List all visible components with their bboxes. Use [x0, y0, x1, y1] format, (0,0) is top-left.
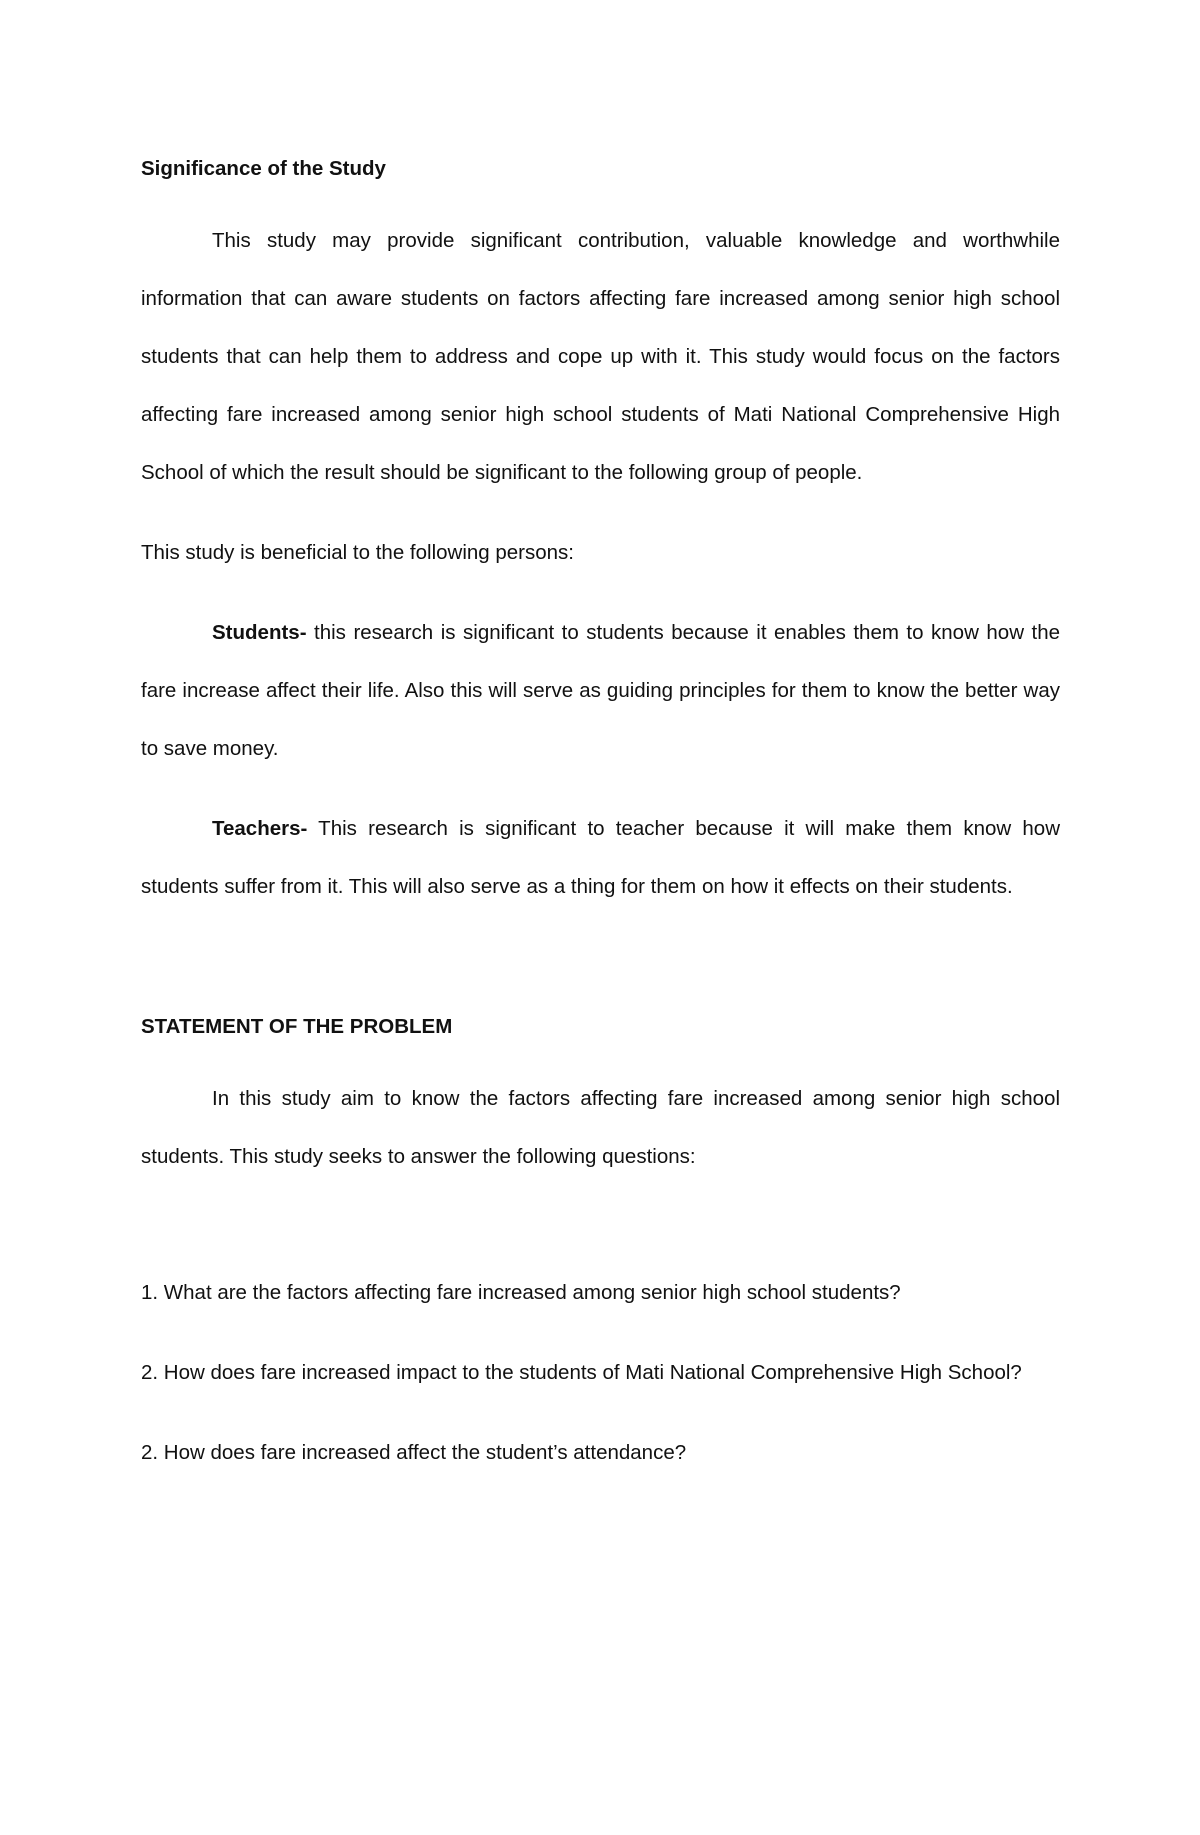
teachers-text: This research is significant to teacher because it will make them know how students suffer from it. This will also serve as a thing for them on how it effects on their students.	[141, 817, 1060, 898]
beneficial-intro-line: This study is beneficial to the following persons:	[141, 541, 575, 564]
significance-paragraph: This study may provide significant contribution, valuable knowledge and worthwhile information that can aware students on factors affecting fare increased among senior high school students that can help them to address and cope up with it. This study would focus on the factors affecting fare increased among senior high school students of Mati National Comprehensive High School of which the result should be significant to the following group of people.	[141, 229, 1060, 484]
section-heading-problem: STATEMENT OF THE PROBLEM	[141, 1015, 453, 1038]
students-paragraph	[141, 604, 1060, 778]
section-heading-significance: Significance of the Study	[141, 157, 386, 180]
question-item: 2. How does fare increased affect the student’s attendance?	[141, 1441, 687, 1464]
question-item: 1. What are the factors affecting fare increased among senior high school students?	[141, 1281, 901, 1304]
question-item: 2. How does fare increased impact to the students of Mati National Comprehensive High School?	[141, 1361, 1022, 1384]
students-label: Students-	[212, 621, 307, 644]
problem-paragraph: In this study aim to know the factors affecting fare increased among senior high school students. This study seeks to answer the following questions:	[141, 1087, 1060, 1168]
teachers-paragraph	[141, 800, 1060, 916]
document-body	[141, 140, 1060, 1482]
students-text: this research is significant to students because it enables them to know how the fare increase affect their life. Also this will serve as guiding principles for them to know the better way to save money.	[141, 621, 1060, 760]
teachers-label: Teachers-	[212, 817, 308, 840]
